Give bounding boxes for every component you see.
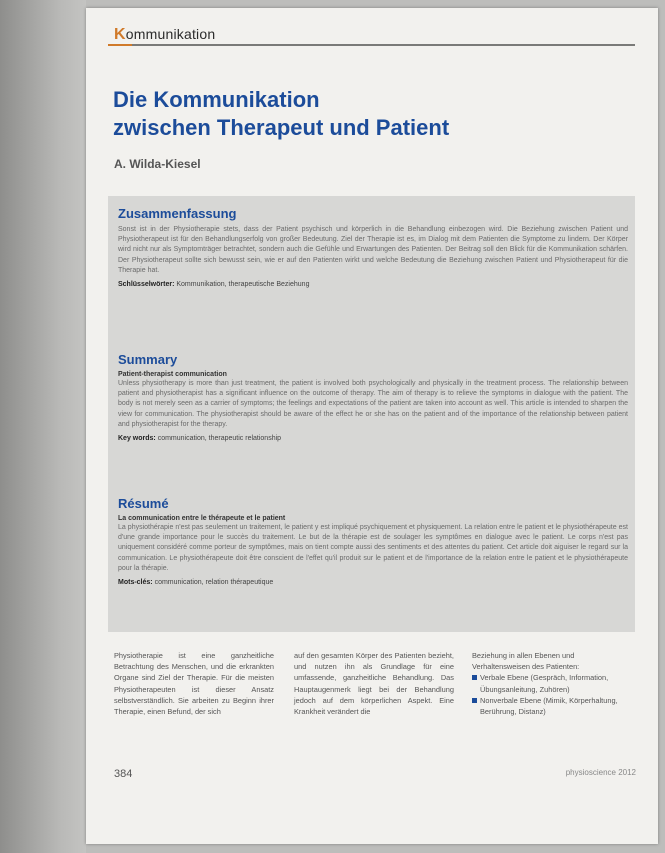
article-author: A. Wilda-Kiesel bbox=[114, 157, 201, 171]
abstract-german bbox=[118, 206, 628, 290]
section-rule-accent bbox=[108, 44, 132, 46]
body-column-1: Physiotherapie ist eine ganzheitliche Betrachtung des Menschen, und die erkrankten Organe sind Ziel der Therapie. Für die meisten Physiotherapeuten ist dieser Ansatz selbstverständlich. Sie arbeiten zu Beginn ihrer Therapie, einen Befund, der sich bbox=[114, 651, 274, 717]
page-number: 384 bbox=[114, 768, 133, 780]
keywords-value: communication, therapeutic relationship bbox=[157, 435, 282, 443]
scanner-margin bbox=[0, 0, 86, 853]
abstract-english-text: Unless physiotherapy is more than just treatment, the patient is involved both psychologically and physically in the treatment process. The relationship between patient and physiotherapist has a significant influence on the outcome of therapy. The aim of therapy is to relieve the symptoms in dialogue with the patient. The body is not merely seen as a carrier of symptoms; the feelings and expectations of the patient are taken into account as well. This article is intended to sharpen the view for communication. The physiotherapist should be aware of the effect he or she has on the patient and of the importance of the relationship between patient and physiotherapist for the therapy. bbox=[118, 380, 628, 428]
keywords-label: Mots-clés: bbox=[118, 579, 153, 587]
square-bullet-icon bbox=[472, 698, 477, 703]
abstract-german-text: Sonst ist in der Physiotherapie stets, dass der Patient psychisch und körperlich in die Behandlung einbezogen wird. Die Beziehung zwischen Patient und Physiotherapeut ist für den Behandlungserfolg von großer Bedeutung. Ziel der Therapie ist es, im Dialog mit dem Patienten die Symptome zu lindern. Der Körper wird nicht nur als Symptomträger betrachtet, sondern auch die Gefühle und Erwartungen des Patienten. Der Beitrag soll den Blick für die Kommunikation schärfen. Der Physiotherapeut sollte sich bewusst sein, wie er auf den Patienten wirkt und welche Bedeutung die Beziehung zwischen Patient und Physiotherapeut für die Therapie hat. bbox=[118, 226, 628, 274]
abstract-french-heading: Résumé bbox=[118, 496, 169, 511]
list-item-text: Nonverbale Ebene (Mimik, Körperhaltung, Berührung, Distanz) bbox=[480, 695, 618, 717]
body-text bbox=[114, 650, 634, 746]
abstract-french bbox=[118, 496, 628, 588]
body-bullet-list bbox=[472, 672, 632, 717]
abstract-french-subheading: La communication entre le thérapeute et le patient bbox=[118, 515, 286, 522]
abstract-english-heading: Summary bbox=[118, 352, 178, 367]
article-title bbox=[113, 86, 613, 142]
abstract-german-keywords bbox=[118, 280, 628, 290]
square-bullet-icon bbox=[472, 675, 477, 680]
section-header-initial: K bbox=[114, 26, 126, 43]
article-title-line1: Die Kommunikation bbox=[113, 87, 320, 112]
section-header-text: ommunikation bbox=[125, 26, 216, 42]
keywords-label: Schlüsselwörter: bbox=[118, 281, 175, 289]
section-rule bbox=[108, 44, 635, 46]
list-item bbox=[472, 672, 632, 694]
abstract-english bbox=[118, 352, 628, 444]
abstract-french-keywords bbox=[118, 578, 628, 588]
footer-journal: physioscience 2012 bbox=[565, 768, 636, 777]
list-item-text: Verbale Ebene (Gespräch, Information, Übungsanleitung, Zuhören) bbox=[480, 673, 609, 694]
article-title-line2: zwischen Therapeut und Patient bbox=[113, 115, 450, 140]
abstract-french-text: La physiothérapie n'est pas seulement un traitement, le patient y est impliqué psychiquement et physiquement. La relation entre le patient et le physiothérapeute est d'une grande importance pour le succès du traitement. Le but de la thérapie est de soulager les symptômes en dialogue avec le patient. Le corps n'est pas uniquement considéré comme porteur de symptômes, mais on tient compte aussi des sentiments et des attentes du patient. Cet article doit aiguiser le regard sur la communication. Le physiothérapeute doit être conscient de l'effet qu'il produit sur le patient et de l'importance de la relation entre le patient et le physiothérapeute pour la thérapie. bbox=[118, 524, 628, 572]
list-item bbox=[472, 695, 632, 717]
abstract-english-keywords bbox=[118, 434, 628, 444]
keywords-value: Kommunikation, therapeutische Beziehung bbox=[176, 281, 310, 289]
section-header bbox=[114, 26, 634, 44]
body-column-3-intro: Beziehung in allen Ebenen und Verhaltensweisen des Patienten: bbox=[472, 651, 580, 672]
abstract-german-heading: Zusammenfassung bbox=[118, 206, 237, 221]
keywords-value: communication, relation thérapeutique bbox=[154, 579, 274, 587]
body-column-2: auf den gesamten Körper des Patienten bezieht, und nutzen ihn als Grundlage für eine umfassende, ganzheitliche Behandlung. Das Hauptaugenmerk liegt bei der Behandlung jedoch auf dem körperlichen Aspekt. Eine Krankheit verändert die bbox=[294, 651, 454, 717]
abstract-english-subheading: Patient-therapist communication bbox=[118, 371, 227, 378]
keywords-label: Key words: bbox=[118, 435, 156, 443]
body-column-3 bbox=[472, 650, 632, 717]
